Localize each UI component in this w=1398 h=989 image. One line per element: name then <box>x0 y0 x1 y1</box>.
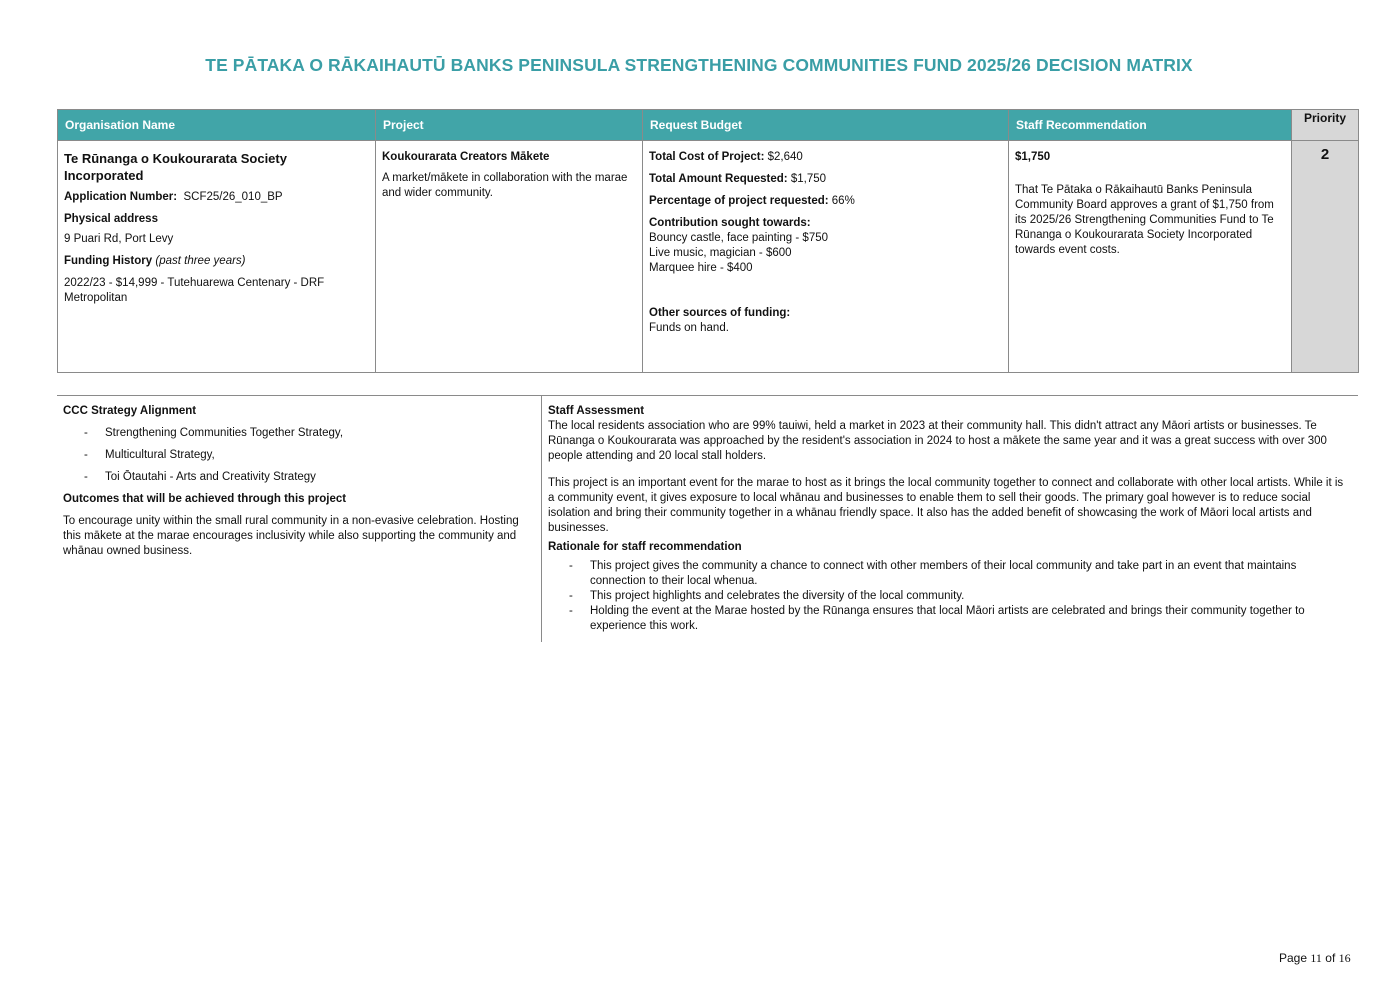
assessment-heading: Staff Assessment <box>548 405 645 417</box>
header-project: Project <box>376 110 643 141</box>
page-title: TE PĀTAKA O RĀKAIHAUTŪ BANKS PENINSULA STRENGTHENING COMMUNITIES FUND 2025/26 DECISION MATRIX <box>205 55 1193 75</box>
project-name: Koukourarata Creators Mākete <box>382 151 550 163</box>
other-funding-value: Funds on hand. <box>649 322 729 334</box>
header-budget: Request Budget <box>643 110 1009 141</box>
organisation-cell <box>58 141 376 373</box>
header-recommendation: Staff Recommendation <box>1009 110 1292 141</box>
page-number: Page 11 of 16 <box>1279 951 1351 965</box>
outcomes-heading: Outcomes that will be achieved through this project <box>63 493 347 505</box>
strategy-heading: CCC Strategy Alignment <box>63 405 197 417</box>
project-cell <box>376 141 643 373</box>
recommendation-amount: $1,750 <box>1015 151 1051 163</box>
list-item: - This project highlights and celebrates the diversity of the local community. <box>548 589 1352 604</box>
assessment-column <box>542 396 1358 642</box>
address-label: Physical address <box>64 213 158 225</box>
list-item: - Toi Ōtautahi - Arts and Creativity Strategy <box>63 470 535 485</box>
strategy-column <box>57 396 542 642</box>
header-organisation: Organisation Name <box>58 110 376 141</box>
total-cost: Total Cost of Project: $2,640 <box>649 151 803 163</box>
contribution-item: Bouncy castle, face painting - $750 <box>649 232 829 244</box>
project-description: A market/mākete in collaboration with the marae and wider community. <box>382 172 628 199</box>
contribution-item: Live music, magician - $600 <box>649 247 792 259</box>
table-header-row <box>58 110 1359 141</box>
rationale-heading: Rationale for staff recommendation <box>548 541 742 553</box>
outcomes-text: To encourage unity within the small rural community in a non-evasive celebration. Hosting this mākete at the marae encourages inclusivity while also supporting the community and whānau owned business. <box>63 515 519 557</box>
address-value: 9 Puari Rd, Port Levy <box>64 233 174 245</box>
other-funding-label: Other sources of funding: <box>649 307 791 319</box>
table-row <box>58 141 1359 373</box>
priority-value: 2 <box>1292 141 1359 373</box>
total-requested: Total Amount Requested: $1,750 <box>649 173 827 185</box>
recommendation-text: That Te Pātaka o Rākaihautū Banks Peninsula Community Board approves a grant of $1,750 from its 2025/26 Strengthening Communities Fund to Te Rūnanga o Koukourarata Society Incorporated towards event costs. <box>1015 184 1274 256</box>
funding-history-value: 2022/23 - $14,999 - Tutehuarewa Centenary - DRF Metropolitan <box>64 277 325 304</box>
strategy-list <box>63 426 535 485</box>
header-priority: Priority <box>1292 110 1359 141</box>
assessment-paragraph: This project is an important event for the marae to host as it brings the local community together to connect and collaborate with other local artists. While it is a community event, it gives exposure to local whānau and businesses to enable them to sell their goods. The primary goal however is to reduce social isolation and bring their community together in a whānau friendly space. It also has the added benefit of showcasing the work of Māori local artists and businesses. <box>548 477 1344 534</box>
contribution-item: Marquee hire - $400 <box>649 262 753 274</box>
contribution-label: Contribution sought towards: <box>649 217 811 229</box>
decision-matrix-table <box>57 109 1359 373</box>
recommendation-cell <box>1009 141 1292 373</box>
application-number: Application Number: SCF25/26_010_BP <box>64 191 283 203</box>
list-item: - Multicultural Strategy, <box>63 448 535 463</box>
budget-cell <box>643 141 1009 373</box>
assessment-paragraph: The local residents association who are 99% tauiwi, held a market in 2023 at their community hall. This didn't attract any Māori artists or businesses. Te Rūnanga o Koukourarata was approached by the resident's association in 2024 to host a mākete the same year and it was a great success with over 300 people attending and 20 local stall holders. <box>548 420 1327 462</box>
assessment-section <box>57 395 1358 641</box>
funding-history-heading: Funding History (past three years) <box>64 255 246 267</box>
percent-requested: Percentage of project requested: 66% <box>649 195 855 207</box>
list-item: - Strengthening Communities Together Strategy, <box>63 426 535 441</box>
rationale-list <box>548 559 1352 634</box>
list-item: - Holding the event at the Marae hosted by the Rūnanga ensures that local Māori artists are celebrated and brings their community together to experience this work. <box>548 604 1352 634</box>
organisation-name: Te Rūnanga o Koukourarata Society Incorporated <box>64 151 287 183</box>
list-item: - This project gives the community a chance to connect with other members of their local community and take part in an event that maintains connection to their local whenua. <box>548 559 1352 589</box>
